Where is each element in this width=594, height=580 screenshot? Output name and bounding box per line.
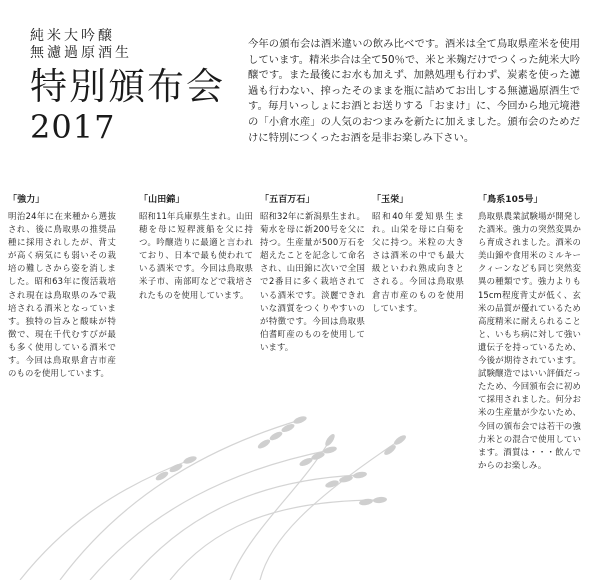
variety-column-gohyakumangoku xyxy=(260,194,365,354)
variety-column-yamadanishiki xyxy=(139,194,253,302)
variety-column-tamasakae xyxy=(372,194,464,315)
variety-description: 昭和11年兵庫県生まれ。山田穂を母に短稈渡船を父に持つ。吟醸造りに最適と言われており、日本で最も使われている酒米です。今回は鳥取県米子市、南部町などで栽培されたものを使用しています。 xyxy=(139,211,253,300)
title-block xyxy=(30,28,230,144)
variety-name: 「強力」 xyxy=(8,195,45,205)
variety-column-kyouriki xyxy=(8,194,116,380)
variety-column-torikei105 xyxy=(478,194,581,472)
variety-description: 明治24年に在来種から選抜され、後に鳥取県の推奨品種に採用されしたが、背丈が高く病気にも弱いその栽培の難しさから姿を消しました。昭和63年に復活栽培され現在は鳥取県のみで栽培される酒米となっています。独特の旨みと酸味が特徴で、現在千代むすびが最も多く使用している酒米です。今回は鳥取県倉吉市産のものを使用しています。 xyxy=(8,211,116,379)
subtitle-line-2: 無濾過原酒生 xyxy=(30,45,132,61)
variety-name: 「玉栄」 xyxy=(372,195,409,205)
variety-name: 「五百万石」 xyxy=(260,195,315,205)
variety-name: 「鳥系105号」 xyxy=(478,195,543,205)
variety-description: 鳥取県農業試験場が開発した酒米。強力の突然変異から育成されました。酒米の美山錦や食用米のミルキークィーンなども同じ突然変異の種類です。強力よりも15cm程度背丈が低く、玄米の品質が優れているため高度精米に耐えられることと、いもち病に対して強い遺伝子を持っているため、今後が期待されています。試験醸造ではいい評価だったため、今回頒布会に初めて採用されました。何分お米の生産量が少ないため、今回の頒布会では若干の強力米との混合で使用しています。酒質は・・・飲んでからのお楽しみ。 xyxy=(478,211,581,470)
variety-name: 「山田錦」 xyxy=(139,195,185,205)
variety-description: 昭和40年愛知県生まれ。山栄を母に白菊を父に持つ。米粒の大きさは酒米の中でも最大級といわれ熟成向きとされる。今回は鳥取県倉吉市産のものを使用しています。 xyxy=(372,211,464,313)
title-year: 2017 xyxy=(30,108,116,146)
intro-paragraph: 今年の頒布会は酒米違いの飲み比べです。酒米は全て鳥取県産米を使用しています。精米歩合は全て50％で、米と米麹だけでつくった純米大吟醸です。また最後にお水も加えず、加熱処理も行わず、炭素を使った濾過も行わない、搾ったそのままを瓶に詰めてお出しする無濾過原酒生です。毎月いっしょにお酒とお送りする「おまけ」に、今回から地元境港の「小倉水産」の人気のおつまみを新たに加えました。頒布会のためだけに特別につくったお酒を是非お楽しみ下さい。 xyxy=(248,38,580,144)
subtitle-line-1: 純米大吟醸 xyxy=(30,28,115,44)
page-title: 特別頒布会 xyxy=(30,65,225,108)
variety-description: 昭和32年に新潟県生まれ。菊水を母に新200号を父に持つ。生産量が500万石を超えたことを記念して命名され、山田錦に次いで全国で2番目に多く栽培されている酒米です。淡麗できれいな酒質をつくりやすいのが特徴です。今回は鳥取県伯耆町産のものを使用しています。 xyxy=(260,211,365,352)
